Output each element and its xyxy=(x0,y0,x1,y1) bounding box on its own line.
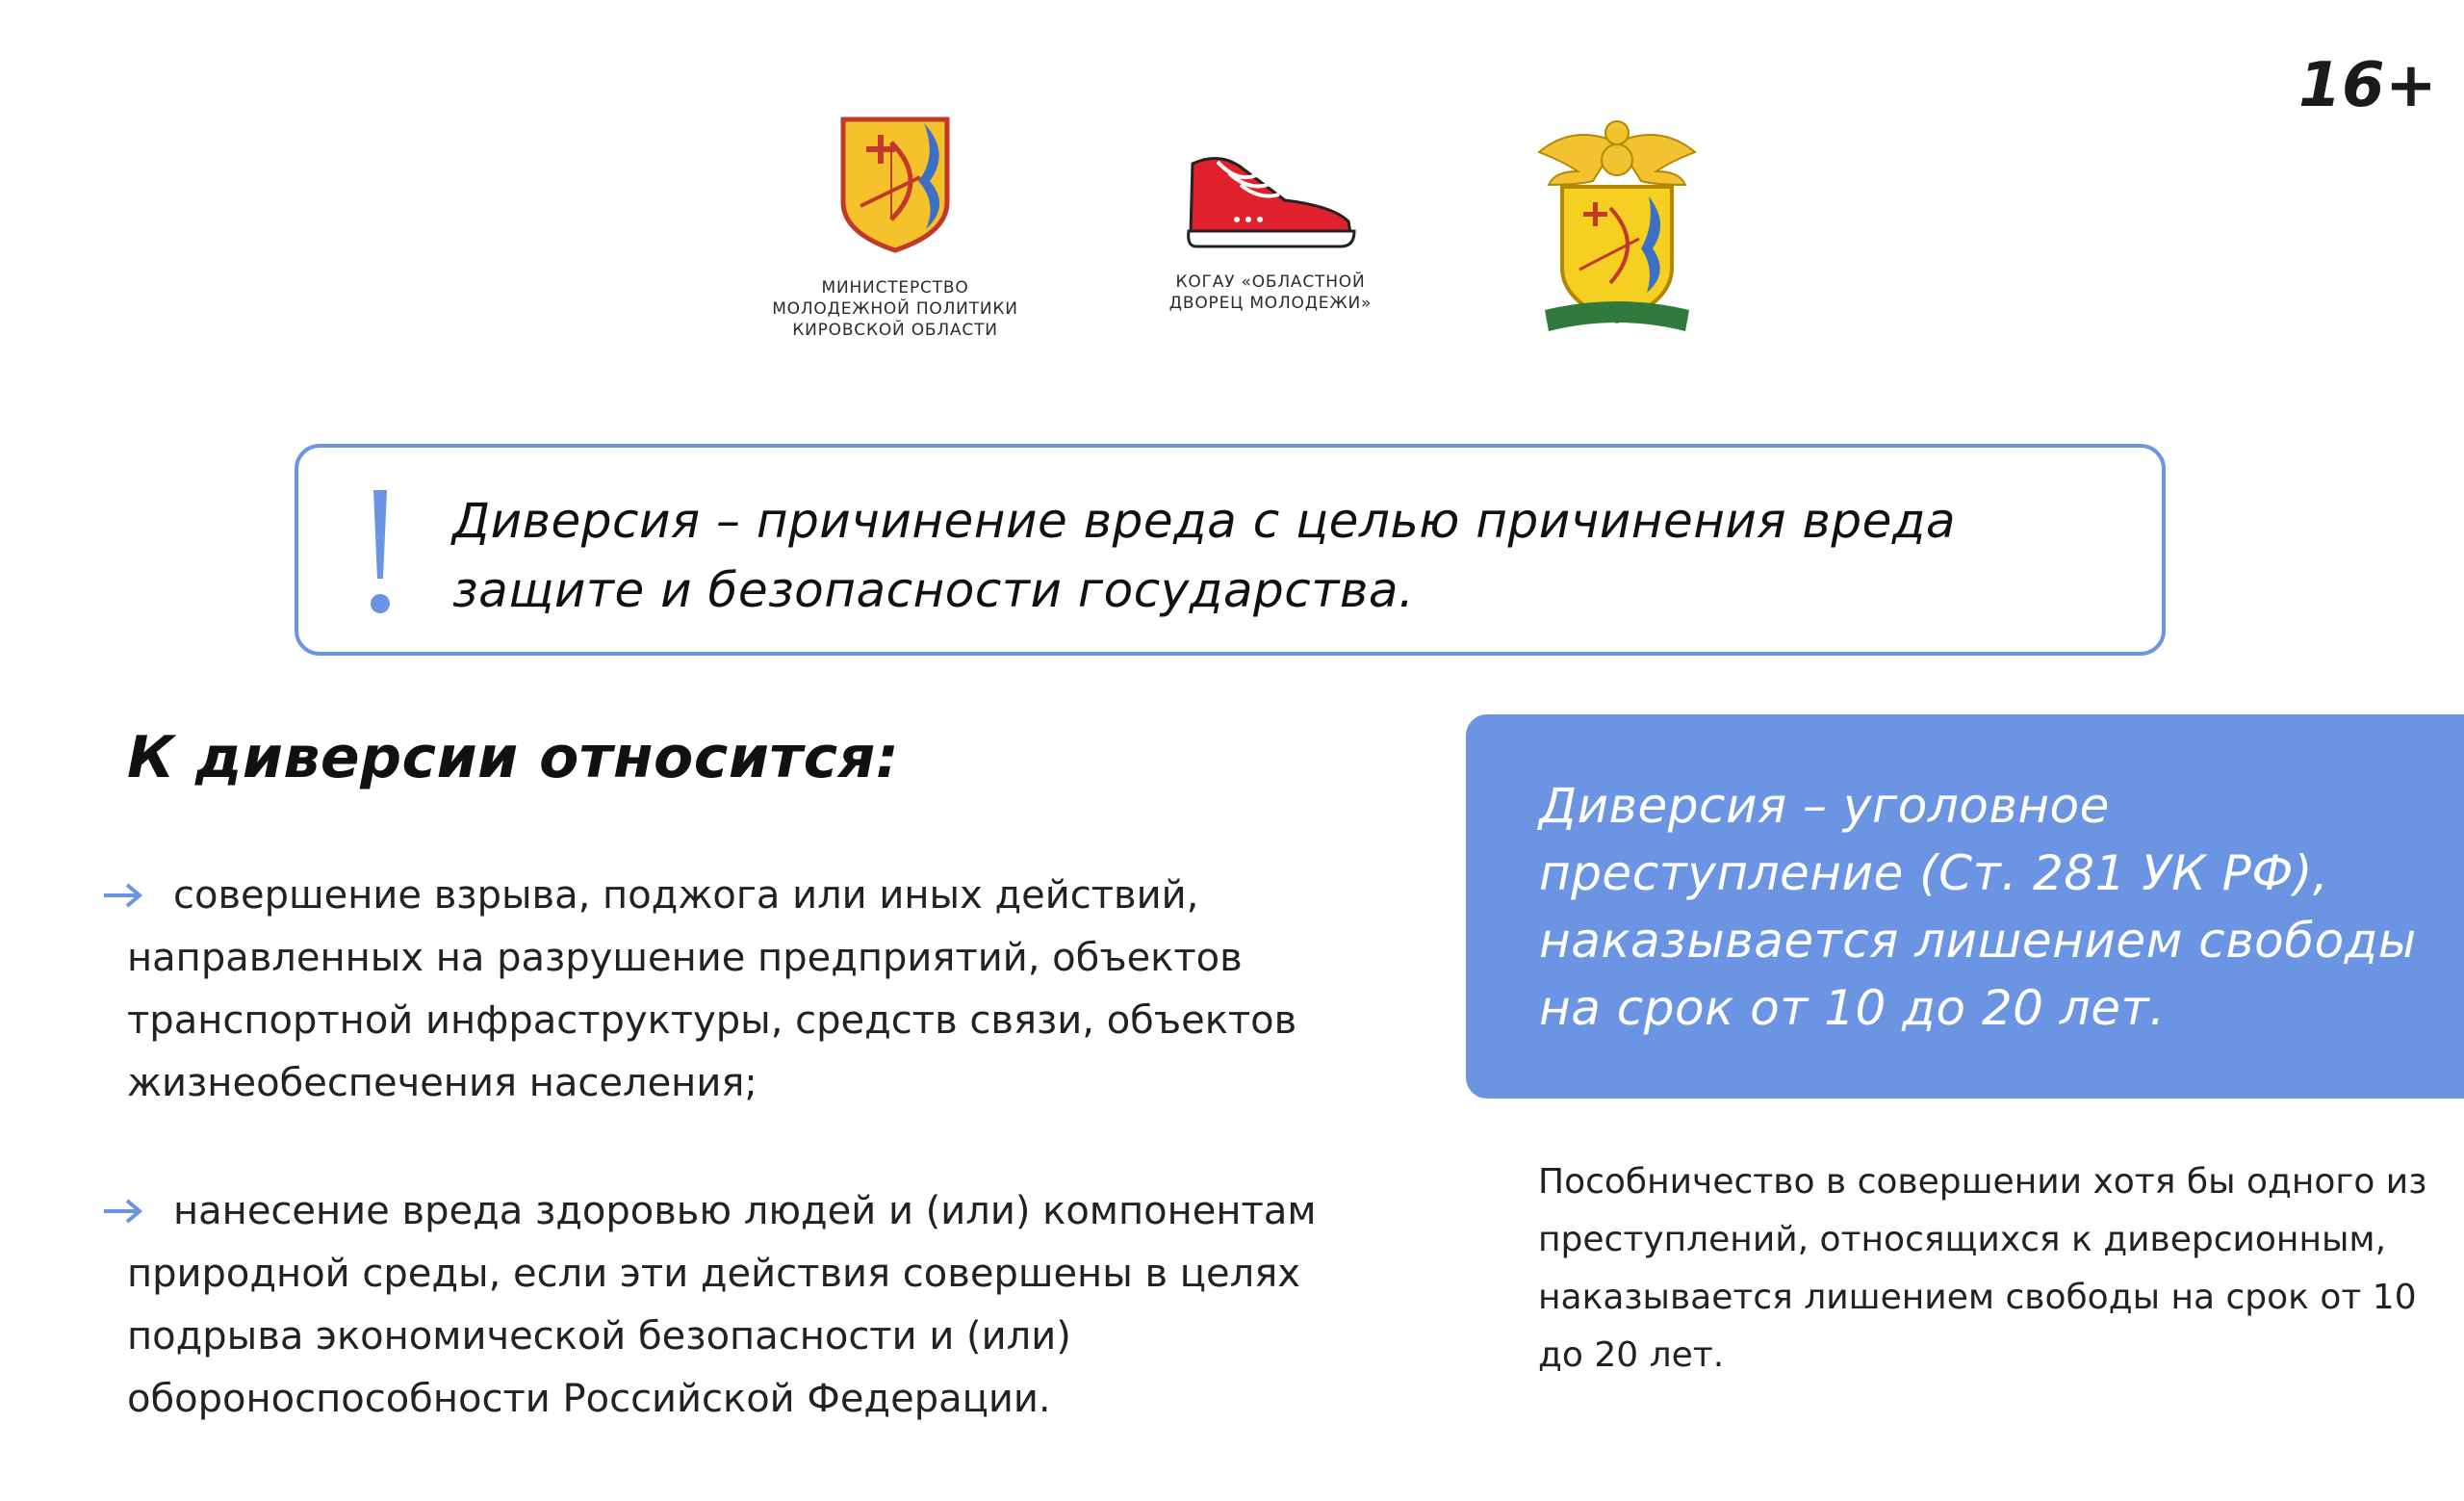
arrow-right-icon xyxy=(102,1198,144,1225)
palace-logo xyxy=(1145,144,1396,314)
kirov-coat-of-arms-icon xyxy=(837,114,953,254)
bullet-list xyxy=(127,865,1417,1496)
police-logo xyxy=(1530,104,1704,349)
ministry-caption: МИНИСТЕРСТВО МОЛОДЕЖНОЙ ПОЛИТИКИ КИРОВСКОЙ ОБЛАСТИ xyxy=(772,278,1018,340)
section-title: К диверсии относится: xyxy=(127,724,900,791)
ministry-logo xyxy=(760,114,1030,341)
definition-callout xyxy=(295,444,2166,656)
police-emblem-icon xyxy=(1535,104,1699,345)
red-sneaker-icon xyxy=(1179,144,1362,250)
penalty-panel xyxy=(1466,714,2464,1099)
palace-caption: КОГАУ «ОБЛАСТНОЙ ДВОРЕЦ МОЛОДЕЖИ» xyxy=(1168,272,1373,313)
bullet-text: совершение взрыва, поджога или иных действий, направленных на разрушение предприятий, объектов транспортной инфраструктуры, средств связи, объектов жизнеобеспечения населения; xyxy=(127,873,1297,1105)
bullet-text: нанесение вреда здоровью людей и (или) компонентам природной среды, если эти действия совершены в целях подрыва экономической безопасности и (или) обороноспособности Российской Федерации. xyxy=(127,1189,1317,1421)
exclamation-icon xyxy=(362,486,397,621)
list-item xyxy=(127,865,1417,1115)
definition-text: Диверсия – причинение вреда с целью причинения вреда защите и безопасности государства. xyxy=(452,493,1957,618)
arrow-right-icon xyxy=(102,882,144,909)
list-item xyxy=(127,1180,1417,1431)
age-rating-badge: 16+ xyxy=(2298,50,2438,121)
penalty-text: Диверсия – уголовное преступление (Ст. 281 УК РФ), наказывается лишением свободы на срок от 10 до 20 лет. xyxy=(1539,778,2417,1036)
accomplice-note: Пособничество в совершении хотя бы одного из преступлений, относящихся к диверсионным, наказывается лишением свободы на срок от 10 до 20 лет. xyxy=(1538,1162,2427,1375)
